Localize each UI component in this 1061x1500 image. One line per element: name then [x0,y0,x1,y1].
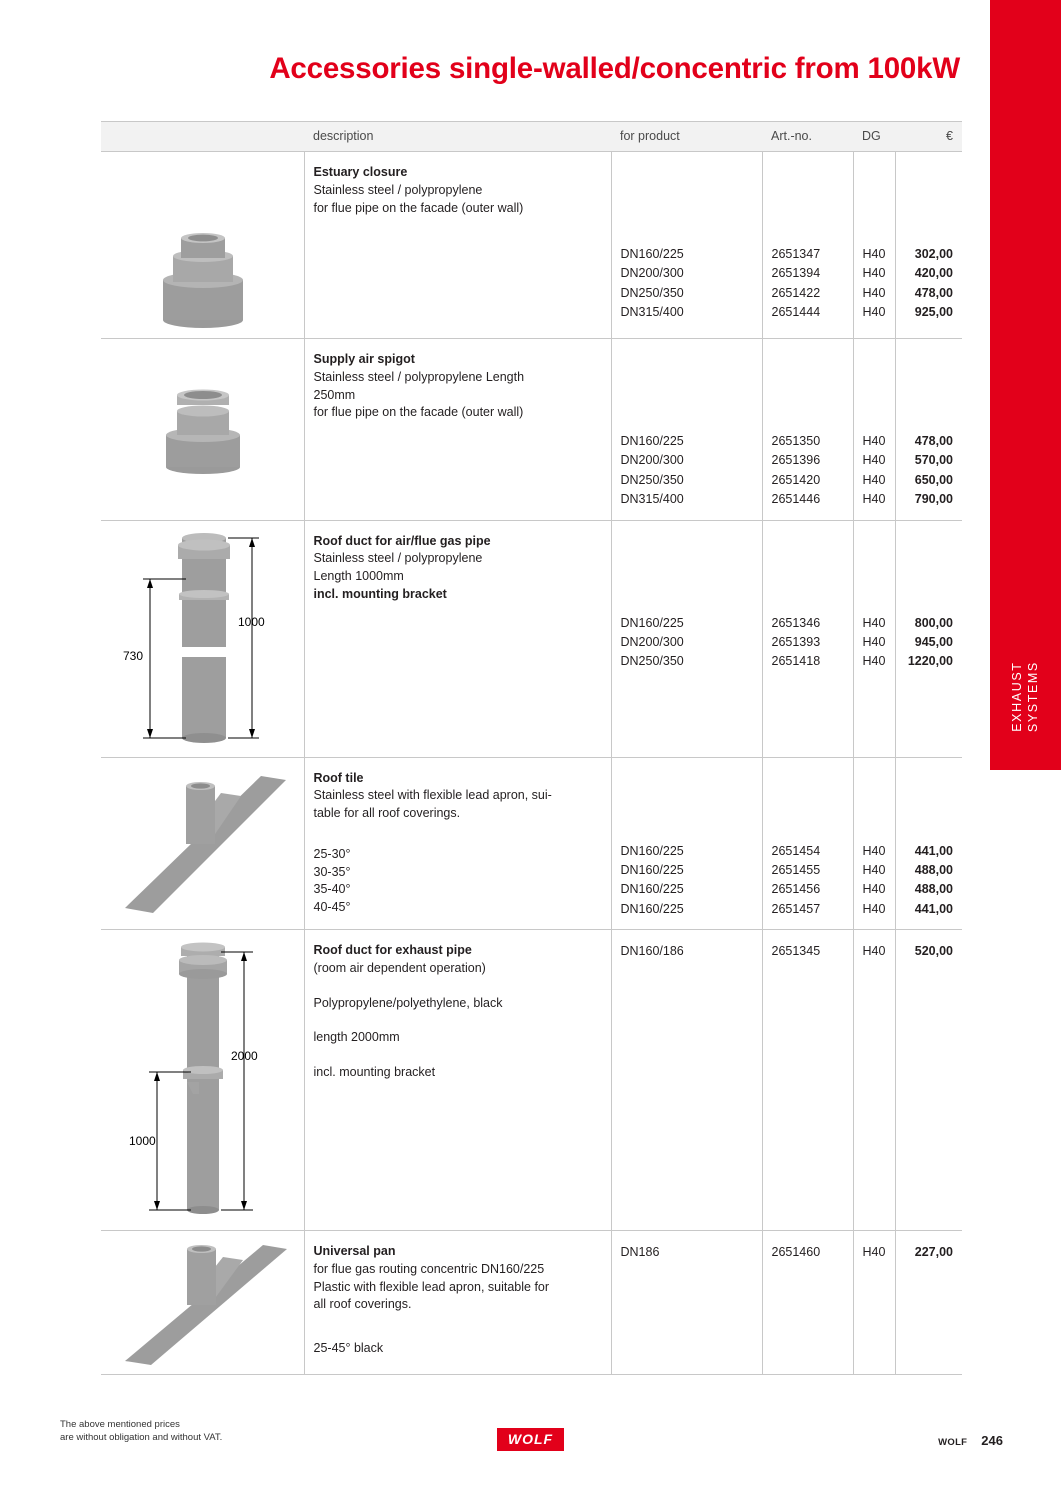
for-product-value: DN200/300 [620,453,684,468]
art-no-value: 2651460 [771,1245,821,1259]
price-value: 650,00 [914,472,953,487]
header-for-product: for product [611,122,762,152]
price-cell [895,152,962,339]
product-title: Estuary closure [313,165,408,179]
description-cell [304,152,611,339]
page-footer [0,1385,1061,1500]
price-cell [895,757,962,930]
art-no-value: 2651418 [771,654,821,669]
art-no-value: 2651446 [771,492,821,507]
price-cell [895,520,962,757]
for-product-cell [611,339,762,521]
angle-value: 40-45° [313,900,351,914]
for-product-value: DN250/350 [620,472,684,487]
price-cell [895,1231,962,1375]
for-product-cell [611,930,762,1231]
product-title: Universal pan [313,1244,396,1258]
dg-cell [853,520,895,757]
footer-disclaimer-line-1: The above mentioned prices [60,1419,180,1431]
product-desc-line: Polypropylene/polyethylene, black [313,995,503,1010]
dg-cell [853,1231,895,1375]
product-desc-line: Plastic with flexible lead apron, suitable for [313,1279,550,1294]
product-title: Roof duct for exhaust pipe [313,943,472,957]
for-product-cell [611,757,762,930]
for-product-value: DN315/400 [620,305,684,320]
product-image-cell [101,152,304,339]
header-price: € [895,122,962,152]
angle-value: 25-30° [313,846,351,861]
product-desc-line: Stainless steel / polypropylene [313,551,483,566]
for-product-value: DN186 [620,1245,660,1259]
header-image [101,122,304,152]
for-product-cell [611,152,762,339]
for-product-value: DN250/350 [620,654,684,669]
price-value: 441,00 [914,843,953,858]
for-product-value: DN160/225 [620,615,684,630]
dg-cell [853,152,895,339]
price-value: 478,00 [914,434,953,448]
dg-value: H40 [862,944,886,958]
price-value: 488,00 [914,862,953,877]
roof-duct-exhaust-pipe-drawing [101,930,304,1230]
dg-value: H40 [862,634,886,649]
art-no-value: 2651345 [771,944,821,958]
dg-value: H40 [862,305,886,320]
for-product-cell [611,520,762,757]
product-image-cell [101,339,304,521]
svg-text:1000: 1000 [238,614,265,629]
product-title: Roof tile [313,770,364,785]
price-value: 420,00 [914,266,953,281]
svg-text:730: 730 [123,648,144,663]
price-value: 520,00 [914,944,953,958]
dg-value: H40 [862,247,886,261]
footer-page-info [938,1433,1003,1448]
for-product-value: DN250/350 [620,285,684,300]
price-value: 302,00 [914,247,953,261]
art-no-cell [762,339,853,521]
product-desc-line: for flue pipe on the facade (outer wall) [313,200,524,215]
art-no-value: 2651457 [771,901,821,916]
art-no-cell [762,520,853,757]
art-no-value: 2651393 [771,634,821,649]
table-row [101,757,962,930]
price-value: 478,00 [914,285,953,300]
product-desc-line: for flue gas routing concentric DN160/225 [313,1261,545,1276]
dg-value: H40 [862,882,886,897]
svg-text:1000: 1000 [129,1134,156,1148]
description-cell [304,757,611,930]
art-no-value: 2651396 [771,453,821,468]
description-cell [304,930,611,1231]
art-no-cell [762,1231,853,1375]
for-product-value: DN160/225 [620,862,684,877]
product-desc-line: Stainless steel / polypropylene [313,182,483,197]
product-desc-line: table for all roof coverings. [313,806,461,820]
product-desc-line: for flue pipe on the facade (outer wall) [313,405,524,420]
table-row [101,152,962,339]
dg-value: H40 [862,434,886,448]
product-image-cell [101,1231,304,1375]
price-value: 570,00 [914,453,953,468]
table-row [101,1231,962,1375]
svg-text:2000: 2000 [231,1049,258,1063]
art-no-value: 2651346 [771,615,821,630]
art-no-cell [762,152,853,339]
price-cell [895,930,962,1231]
for-product-value: DN160/225 [620,901,684,916]
product-desc-line: length 2000mm [313,1030,400,1045]
for-product-value: DN160/225 [620,843,684,858]
art-no-cell [762,930,853,1231]
product-desc-line: Stainless steel with flexible lead apron, sui- [313,788,552,803]
product-desc-tail: 25-45° black [313,1341,384,1355]
for-product-value: DN315/400 [620,492,684,507]
product-image-cell [101,930,304,1231]
art-no-value: 2651394 [771,266,821,281]
price-table-container [101,121,962,1375]
product-desc-line: 250mm [313,387,356,402]
for-product-value: DN200/300 [620,634,684,649]
section-tab-line-2: SYSTEMS [1025,660,1040,732]
art-no-value: 2651350 [771,434,821,448]
for-product-value: DN160/225 [620,434,684,448]
dg-value: H40 [862,1245,886,1259]
product-desc-line: (room air dependent operation) [313,960,486,975]
price-value: 800,00 [914,615,953,630]
page-title: Accessories single-walled/concentric from 100kW [269,52,960,85]
dg-value: H40 [862,862,886,877]
dg-cell [853,339,895,521]
dg-value: H40 [862,654,886,669]
art-no-value: 2651456 [771,882,821,897]
dg-value: H40 [862,901,886,916]
header-description: description [304,122,611,152]
product-desc-line: Length 1000mm [313,569,404,583]
art-no-cell [762,757,853,930]
table-row [101,520,962,757]
table-row [101,930,962,1231]
for-product-value: DN160/186 [620,944,684,958]
price-value: 790,00 [914,492,953,507]
for-product-value: DN160/225 [620,247,684,261]
product-image-cell [101,757,304,930]
product-title: Supply air spigot [313,352,415,366]
wolf-logo [0,1428,1061,1451]
art-no-value: 2651454 [771,843,821,858]
price-value: 227,00 [914,1245,953,1259]
art-no-value: 2651455 [771,862,821,877]
art-no-value: 2651347 [771,247,821,261]
section-tab-line-1: EXHAUST [1009,661,1024,732]
for-product-value: DN200/300 [620,266,684,281]
footer-brand: WOLF [938,1437,968,1448]
dg-value: H40 [862,615,886,630]
dg-cell [853,930,895,1231]
price-value: 1220,00 [907,654,953,669]
product-desc-line: all roof coverings. [313,1297,412,1312]
roof-duct-air-flue-gas-drawing [101,521,304,757]
price-table [101,121,962,1375]
wolf-logo-text: WOLF [497,1428,564,1451]
table-header [101,122,962,152]
price-value: 488,00 [914,882,953,897]
price-cell [895,339,962,521]
for-product-value: DN160/225 [620,882,684,897]
supply-air-spigot-drawing [101,339,304,520]
product-desc-bold: incl. mounting bracket [313,586,447,601]
dg-value: H40 [862,492,886,507]
page-number: 246 [981,1433,1003,1448]
product-title: Roof duct for air/flue gas pipe [313,533,491,548]
dg-value: H40 [862,472,886,487]
dg-value: H40 [862,285,886,300]
dg-cell [853,757,895,930]
estuary-closure-drawing [101,152,304,338]
angle-value: 35-40° [313,882,351,897]
dg-value: H40 [862,843,886,858]
angle-value: 30-35° [313,864,351,879]
price-value: 925,00 [914,305,953,320]
price-value: 945,00 [914,634,953,649]
section-tab-label [990,0,1061,770]
product-image-cell [101,520,304,757]
art-no-value: 2651420 [771,472,821,487]
description-cell [304,520,611,757]
universal-pan-drawing [101,1231,304,1374]
for-product-cell [611,1231,762,1375]
dg-value: H40 [862,453,886,468]
dg-value: H40 [862,266,886,281]
table-row [101,339,962,521]
roof-tile-drawing [101,758,304,930]
header-art-no: Art.-no. [762,122,853,152]
product-desc-line: Stainless steel / polypropylene Length [313,369,525,384]
header-dg: DG [853,122,895,152]
footer-disclaimer-line-2: are without obligation and without VAT. [60,1432,223,1444]
art-no-value: 2651422 [771,285,821,300]
art-no-value: 2651444 [771,305,821,320]
price-value: 441,00 [914,901,953,916]
product-desc-line: incl. mounting bracket [313,1065,436,1079]
description-cell [304,339,611,521]
description-cell [304,1231,611,1375]
